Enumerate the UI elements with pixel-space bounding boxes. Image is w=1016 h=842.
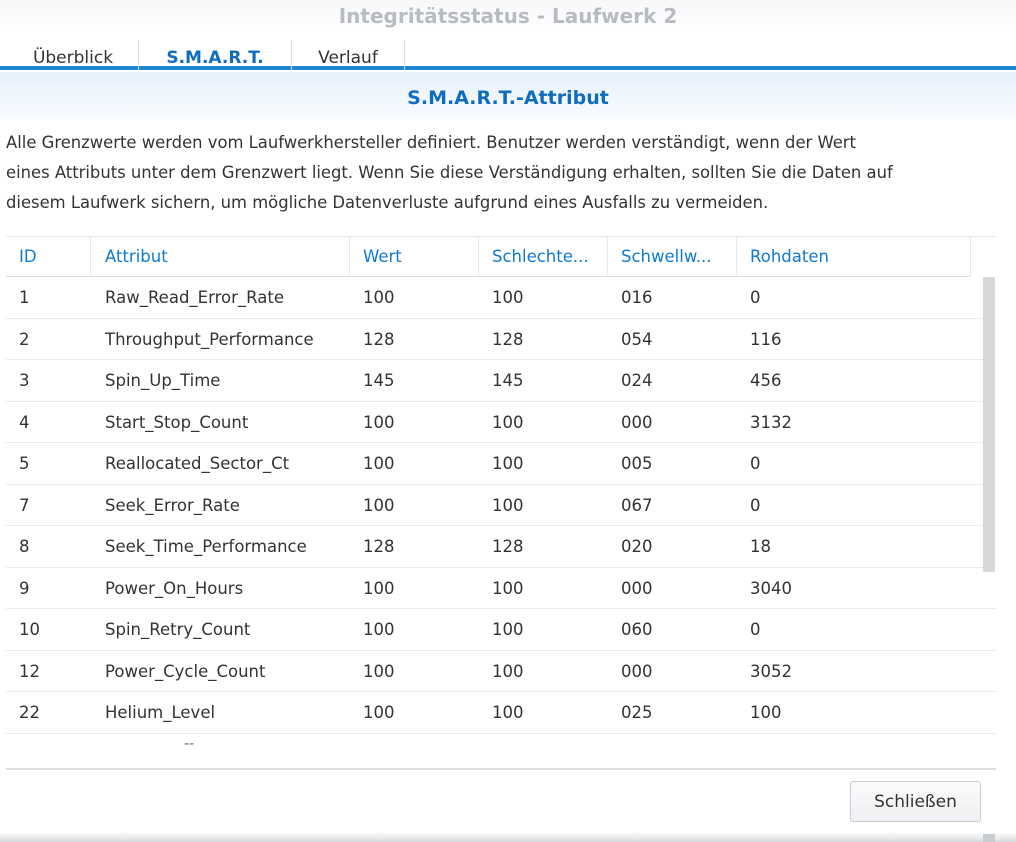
window-bottom-edge (0, 832, 1016, 842)
cell-worst: 100 (492, 454, 524, 473)
cell-attribute: Spin_Retry_Count (105, 620, 251, 639)
table-body (6, 277, 996, 734)
cell-attribute: Raw_Read_Error_Rate (105, 288, 284, 307)
table-row[interactable] (6, 443, 996, 485)
column-header-threshold[interactable]: Schwellw... (608, 237, 737, 277)
cell-worst: 100 (492, 661, 524, 681)
window-title: Integritätsstatus - Laufwerk 2 (0, 0, 1016, 34)
cell-value: 100 (363, 412, 395, 432)
cell-attribute: Start_Stop_Count (105, 412, 249, 432)
cell-worst: 128 (492, 329, 524, 349)
cell-raw-data: 116 (750, 329, 782, 349)
table-row[interactable] (6, 526, 996, 568)
column-header-worst[interactable]: Schlechte... (479, 237, 608, 277)
description-text (6, 128, 1006, 218)
cell-raw-data: 0 (750, 454, 761, 473)
cell-raw-data: 0 (750, 288, 761, 307)
cell-worst: 100 (492, 578, 524, 598)
table-scrollbar[interactable] (983, 277, 995, 572)
cell-raw-data: 3052 (750, 661, 792, 681)
cell-id: 3 (19, 371, 30, 390)
cell-id: 22 (19, 703, 40, 722)
cell-attribute: Seek_Error_Rate (105, 495, 240, 515)
cell-value: 145 (363, 371, 395, 390)
column-header-id[interactable]: ID (6, 237, 91, 277)
cell-value: 100 (363, 288, 395, 307)
cell-raw-data: 3132 (750, 412, 792, 432)
cell-threshold: 025 (621, 703, 653, 722)
cell-value: 100 (363, 495, 395, 515)
column-header-attribute[interactable]: Attribut (91, 237, 350, 277)
cell-value: 100 (363, 703, 395, 722)
cell-threshold: 016 (621, 288, 653, 307)
section-title: S.M.A.R.T.-Attribut (0, 72, 1016, 120)
smart-attribute-table (6, 236, 996, 768)
cell-value: 100 (363, 454, 395, 473)
scrollbar-bottom (983, 834, 995, 842)
cell-threshold: 000 (621, 661, 653, 681)
cell-worst: 100 (492, 495, 524, 515)
description-line: diesem Laufwerk sichern, um mögliche Datenverluste aufgrund eines Ausfalls zu vermeiden. (6, 193, 769, 212)
tab-bar (0, 36, 1016, 70)
table-row[interactable] (6, 609, 996, 651)
cell-value: 100 (363, 661, 395, 681)
cell-attribute: Throughput_Performance (105, 329, 314, 349)
cell-attribute: Power_Cycle_Count (105, 661, 266, 681)
close-button[interactable]: Schließen (850, 781, 981, 822)
column-header-value[interactable]: Wert (350, 237, 479, 277)
table-row[interactable] (6, 651, 996, 693)
cell-id: 5 (19, 454, 30, 473)
description-line: Alle Grenzwerte werden vom Laufwerkhersteller definiert. Benutzer werden verständigt, wenn der Wert (6, 133, 856, 152)
cell-threshold: 024 (621, 371, 653, 390)
cell-value: 128 (363, 537, 395, 556)
table-row[interactable] (6, 568, 996, 610)
cell-attribute: Spin_Up_Time (105, 371, 221, 390)
cell-worst: 100 (492, 703, 524, 722)
cell-id: 12 (19, 661, 40, 681)
cell-attribute: Helium_Level (105, 703, 216, 722)
cell-attribute: Seek_Time_Performance (105, 537, 307, 556)
cell-threshold: 005 (621, 454, 653, 473)
cell-threshold: 000 (621, 578, 653, 598)
tab-overview[interactable]: Überblick (32, 48, 114, 68)
cell-id: 8 (19, 537, 30, 556)
cell-worst: 128 (492, 537, 524, 556)
table-header (6, 237, 971, 277)
table-row[interactable] (6, 277, 996, 319)
cell-value: 128 (363, 329, 395, 349)
cell-threshold: 020 (621, 537, 653, 556)
cell-id: 4 (19, 412, 30, 432)
cell-id: 1 (19, 288, 30, 307)
cell-threshold: 000 (621, 412, 653, 432)
cell-raw-data: 100 (750, 703, 782, 722)
cell-id: 2 (19, 329, 30, 349)
cell-threshold: 067 (621, 495, 653, 515)
cell-id: 7 (19, 495, 30, 515)
cell-threshold: 060 (621, 620, 653, 639)
cell-id: 10 (19, 620, 40, 639)
cell-value: 100 (363, 620, 395, 639)
cell-worst: 100 (492, 620, 524, 639)
footer-divider (6, 768, 996, 770)
cell-raw-data: 0 (750, 495, 761, 515)
cell-id: 9 (19, 578, 30, 598)
table-row[interactable] (6, 692, 996, 734)
tab-separator (404, 40, 405, 70)
column-header-raw-data[interactable]: Rohdaten (737, 237, 971, 277)
description-line: eines Attributs unter dem Grenzwert liegt. Wenn Sie diese Verständigung erhalten, sollten Sie die Daten auf (6, 163, 893, 182)
cell-raw-data: 456 (750, 371, 782, 390)
cell-worst: 100 (492, 288, 524, 307)
tab-smart[interactable]: S.M.A.R.T. (166, 48, 264, 68)
trailing-text: -- (184, 736, 195, 752)
table-row[interactable] (6, 485, 996, 527)
cell-attribute: Power_On_Hours (105, 578, 244, 598)
cell-value: 100 (363, 578, 395, 598)
table-row[interactable] (6, 360, 996, 402)
cell-raw-data: 18 (750, 537, 771, 556)
cell-attribute: Reallocated_Sector_Ct (105, 454, 290, 473)
cell-threshold: 054 (621, 329, 653, 349)
tab-history[interactable]: Verlauf (318, 48, 378, 68)
table-row[interactable] (6, 319, 996, 361)
cell-worst: 145 (492, 371, 524, 390)
cell-worst: 100 (492, 412, 524, 432)
cell-raw-data: 3040 (750, 578, 792, 598)
table-row[interactable] (6, 402, 996, 444)
cell-raw-data: 0 (750, 620, 761, 639)
